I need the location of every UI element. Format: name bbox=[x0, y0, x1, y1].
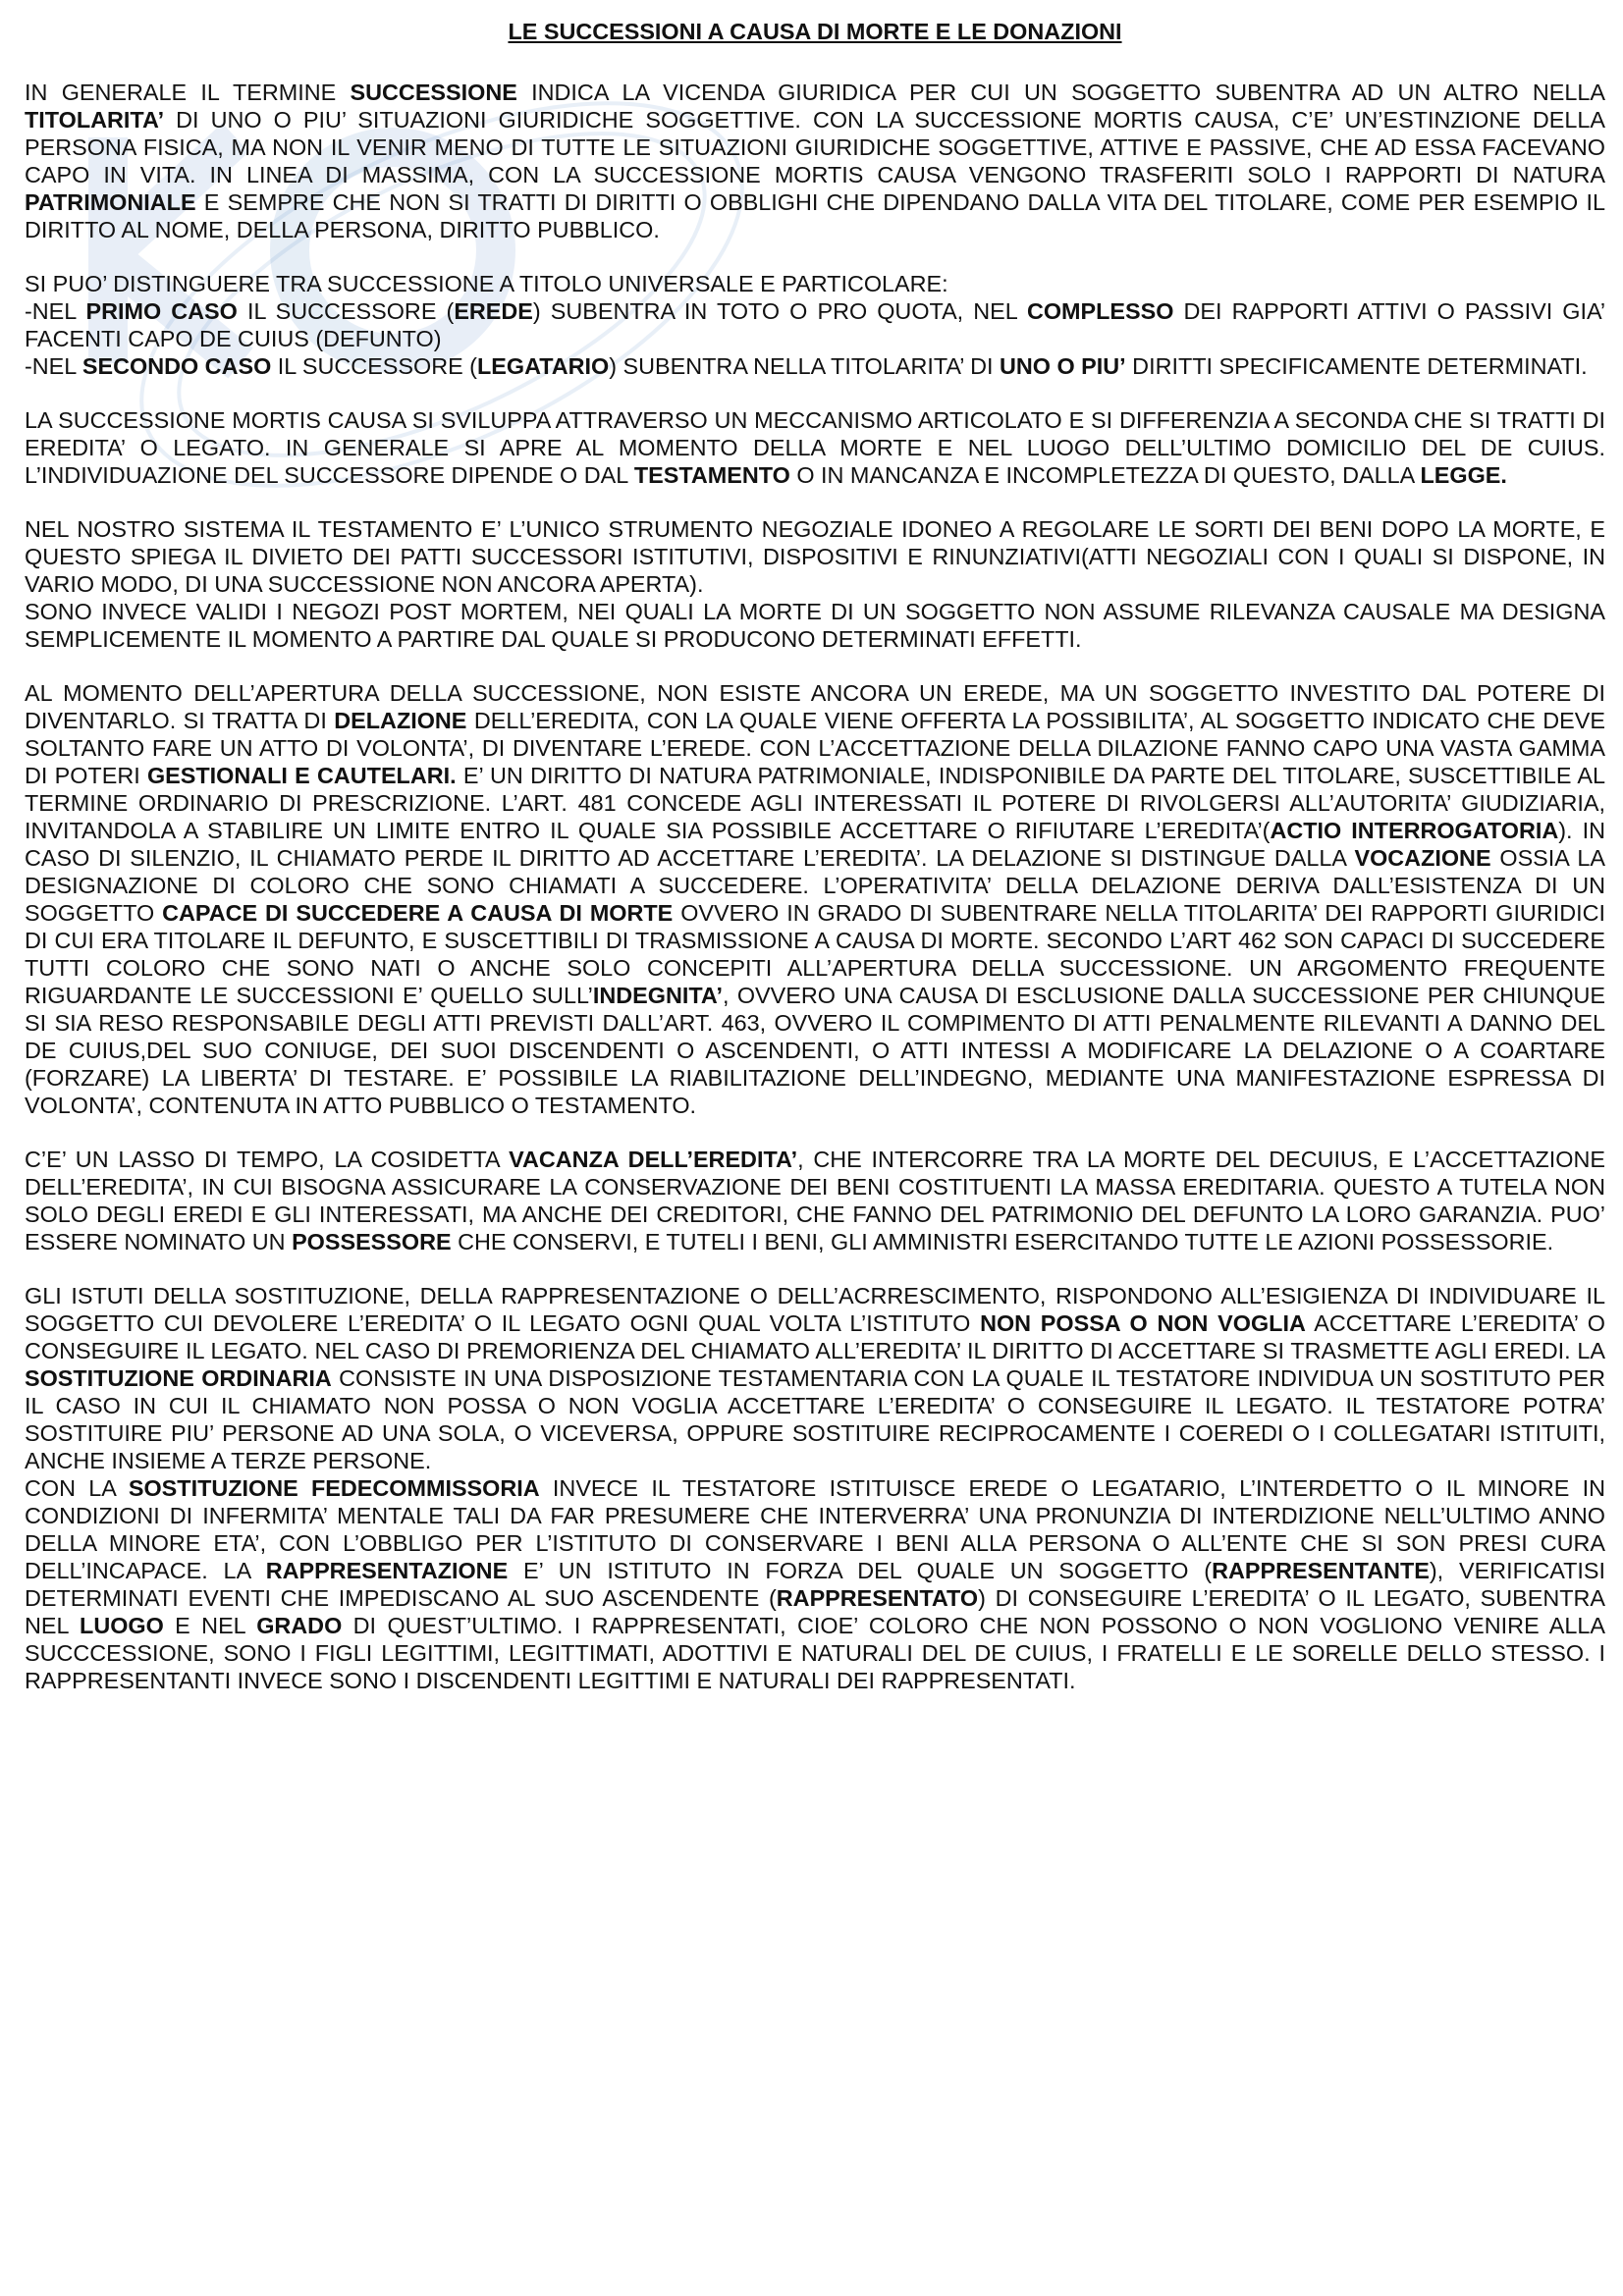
document-body bbox=[25, 18, 1605, 1721]
bold-term: RAPPRESENTANTE bbox=[1212, 1558, 1430, 1583]
paragraph-line bbox=[25, 1282, 1605, 1474]
paragraph-line bbox=[25, 1146, 1605, 1255]
paragraph-line bbox=[25, 515, 1605, 598]
paragraph bbox=[25, 1282, 1605, 1694]
text-run: DELL’EREDITA, CON LA QUALE VIENE OFFERTA LA POSSIBILITA’, AL SOGGETTO INDICATO CHE DEVE SOLTANTO FARE UN ATTO DI VOLONTA’, DI DIVENTARE L’EREDE. CON L’ACCETTAZIONE DELLA DILAZIONE FANNO CAPO UNA VASTA GAMMA DI POTERI bbox=[25, 708, 1605, 788]
text-run: , OVVERO UNA CAUSA DI ESCLUSIONE DALLA SUCCESSIONE PER CHIUNQUE SI SIA RESO RESPONSABILE DEGLI ATTI PREVISTI DALL’ART. 463, OVVERO IL COMPIMENTO DI ATTI PENALMENTE RILEVANTI A DANNO DEL DE CUIUS,DEL SUO CONIUGE, DEI SUOI DISCENDENTI O ASCENDENTI, O ATTI INTESSI A MODIFICARE LA DELAZIONE O A COARTARE (FORZARE) LA LIBERTA’ DI TESTARE. E’ POSSIBILE LA RIABILITAZIONE DELL’INDEGNO, MEDIANTE UNA MANIFESTAZIONE ESPRESSA DI VOLONTA’, CONTENUTA IN ATTO PUBBLICO O TESTAMENTO. bbox=[25, 983, 1606, 1118]
bold-term: INDEGNITA’ bbox=[592, 983, 724, 1008]
bold-term: COMPLESSO bbox=[1026, 298, 1174, 324]
text-run: DI QUEST’ULTIMO. I RAPPRESENTATI, CIOE’ COLORO CHE NON POSSONO O NON VOGLIONO VENIRE ALLA SUCCCESSIONE, SONO I FIGLI LEGITTIMI, LEGITTIMATI, ADOTTIVI E NATURALI DEL DE CUIUS, I FRATELLI E LE SORELLE DELLO STESSO. I RAPPRESENTANTI INVECE SONO I DISCENDENTI LEGITTIMI E NATURALI DEI RAPPRESENTATI. bbox=[25, 1613, 1605, 1693]
bold-term: LUOGO bbox=[80, 1613, 164, 1638]
text-run: OSSIA LA DESIGNAZIONE DI COLORO CHE SONO CHIAMATI A SUCCEDERE. L’OPERATIVITA’ DELLA DELAZIONE DERIVA DALL’ESISTENZA DI UN SOGGETTO bbox=[25, 845, 1605, 926]
paragraph-line bbox=[25, 297, 1605, 352]
text-run: ) DI CONSEGUIRE L’EREDITA’ O IL LEGATO, SUBENTRA NEL bbox=[25, 1585, 1605, 1638]
bold-term: ACTIO INTERROGATORIA bbox=[1270, 818, 1559, 843]
bold-term: RAPPRESENTAZIONE bbox=[265, 1558, 509, 1583]
text-run: SONO INVECE VALIDI I NEGOZI POST MORTEM, NEI QUALI LA MORTE DI UN SOGGETTO NON ASSUME RILEVANZA CAUSALE MA DESIGNA SEMPLICEMENTE IL MOMENTO A PARTIRE DAL QUALE SI PRODUCONO DETERMINATI EFFETTI. bbox=[25, 599, 1605, 652]
text-run: DI UNO O PIU’ SITUAZIONI GIURIDICHE SOGGETTIVE. CON LA SUCCESSIONE MORTIS CAUSA, C’E’ UN’ESTINZIONE DELLA PERSONA FISICA, MA NON IL VENIR MENO DI TUTTE LE SITUAZIONI GIURIDICHE SOGGETTIVE, ATTIVE E PASSIVE, CHE AD ESSA FACEVANO CAPO IN VITA. IN LINEA DI MASSIMA, CON LA SUCCESSIONE MORTIS CAUSA VENGONO TRASFERITI SOLO I RAPPORTI DI NATURA bbox=[25, 107, 1605, 187]
bold-term: VOCAZIONE bbox=[1354, 845, 1491, 871]
paragraph-line bbox=[25, 270, 1605, 297]
text-run: -NEL bbox=[25, 353, 82, 379]
paragraph-line bbox=[25, 352, 1605, 380]
paragraph-line bbox=[25, 598, 1605, 653]
paragraph bbox=[25, 79, 1605, 243]
text-run: CHE CONSERVI, E TUTELI I BENI, GLI AMMINISTRI ESERCITANDO TUTTE LE AZIONI POSSESSORIE. bbox=[451, 1229, 1554, 1255]
text-run: IN GENERALE IL TERMINE bbox=[25, 80, 351, 105]
bold-term: GRADO bbox=[256, 1613, 343, 1638]
paragraph bbox=[25, 1146, 1605, 1255]
text-run: -NEL bbox=[25, 298, 86, 324]
paragraph bbox=[25, 270, 1605, 380]
text-run: ). IN CASO DI SILENZIO, IL CHIAMATO PERDE IL DIRITTO AD ACCETTARE L’EREDITA’. LA DELAZIONE SI DISTINGUE DALLA bbox=[25, 818, 1605, 871]
text-run: DEI RAPPORTI ATTIVI O PASSIVI GIA’ FACENTI CAPO DE CUIUS (DEFUNTO) bbox=[25, 298, 1606, 351]
paragraph bbox=[25, 406, 1605, 489]
bold-term: SOSTITUZIONE FEDECOMMISSORIA bbox=[128, 1475, 540, 1501]
text-run: AL MOMENTO DELL’APERTURA DELLA SUCCESSIONE, NON ESISTE ANCORA UN EREDE, MA UN SOGGETTO INVESTITO DAL POTERE DI DIVENTARLO. SI TRATTA DI bbox=[25, 680, 1605, 733]
paragraph-line bbox=[25, 1474, 1605, 1694]
text-run: ), VERIFICATISI DETERMINATI EVENTI CHE IMPEDISCANO AL SUO ASCENDENTE ( bbox=[25, 1558, 1606, 1611]
text-run: ) SUBENTRA IN TOTO O PRO QUOTA, NEL bbox=[532, 298, 1027, 324]
text-run: ACCETTARE L’EREDITA’ O CONSEGUIRE IL LEGATO. NEL CASO DI PREMORIENZA DEL CHIAMATO ALL’EREDITA’ IL DIRITTO DI ACCETTARE SI TRASMETTE AGLI EREDI. LA bbox=[25, 1310, 1605, 1363]
text-run: O IN MANCANZA E INCOMPLETEZZA DI QUESTO, DALLA bbox=[789, 462, 1421, 488]
bold-term: SOSTITUZIONE ORDINARIA bbox=[25, 1365, 332, 1391]
text-run: CONSISTE IN UNA DISPOSIZIONE TESTAMENTARIA CON LA QUALE IL TESTATORE INDIVIDUA UN SOSTITUTO PER IL CASO IN CUI IL CHIAMATO NON POSSA O NON VOGLIA ACCETTARE L’EREDITA’ O CONSEGUIRE IL LEGATO. IL TESTATORE POTRA’ SOSTITUIRE PIU’ PERSONE AD UNA SOLA, O VICEVERSA, OPPURE SOSTITUIRE RECIPROCAMENTE I COEREDI O I COLLEGATARI ISTITUITI, ANCHE INSIEME A TERZE PERSONE. bbox=[25, 1365, 1605, 1473]
text-run: IL SUCCESSORE ( bbox=[271, 353, 477, 379]
text-run: E’ UN ISTITUTO IN FORZA DEL QUALE UN SOGGETTO ( bbox=[508, 1558, 1213, 1583]
bold-term: SECONDO CASO bbox=[81, 353, 272, 379]
text-run: , CHE INTERCORRE TRA LA MORTE DEL DECUIUS, E L’ACCETTAZIONE DELL’EREDITA’, IN CUI BISOGNA ASSICURARE LA CONSERVAZIONE DEI BENI COSTITUENTI LA MASSA EREDITARIA. QUESTO A TUTELA NON SOLO DEGLI EREDI E GLI INTERESSATI, MA ANCHE DEI CREDITORI, CHE FANNO DEL PATRIMONIO DEL DEFUNTO LA LORO GARANZIA. PUO’ ESSERE NOMINATO UN bbox=[25, 1147, 1605, 1255]
text-run: C’E’ UN LASSO DI TEMPO, LA COSIDETTA bbox=[25, 1147, 510, 1172]
bold-term: GESTIONALI E CAUTELARI. bbox=[146, 763, 457, 788]
bold-term: SUCCESSIONE bbox=[350, 80, 517, 105]
paragraph bbox=[25, 515, 1605, 653]
bold-term: LEGATARIO bbox=[476, 353, 610, 379]
bold-term: PATRIMONIALE bbox=[25, 189, 196, 215]
paragraph-line bbox=[25, 79, 1605, 243]
bold-term: PRIMO CASO bbox=[85, 298, 238, 324]
text-run: E’ UN DIRITTO DI NATURA PATRIMONIALE, INDISPONIBILE DA PARTE DEL TITOLARE, SUSCETTIBILE AL TERMINE ORDINARIO DI PRESCRIZIONE. L’ART. 481 CONCEDE AGLI INTERESSATI IL POTERE DI RIVOLGERSI ALL’AUTORITA’ GIUDIZIARIA, INVITANDOLA A STABILIRE UN LIMITE ENTRO IL QUALE SIA POSSIBILE ACCETTARE O RIFIUTARE L’EREDITA’( bbox=[25, 763, 1605, 843]
text-run: INDICA LA VICENDA GIURIDICA PER CUI UN SOGGETTO SUBENTRA AD UN ALTRO NELLA bbox=[516, 80, 1605, 105]
text-run: E SEMPRE CHE NON SI TRATTI DI DIRITTI O OBBLIGHI CHE DIPENDANO DALLA VITA DEL TITOLARE, COME PER ESEMPIO IL DIRITTO AL NOME, DELLA PERSONA, DIRITTO PUBBLICO. bbox=[25, 189, 1605, 242]
text-run: ) SUBENTRA NELLA TITOLARITA’ DI bbox=[609, 353, 1001, 379]
bold-term: TESTAMENTO bbox=[633, 462, 790, 488]
text-run: CON LA bbox=[25, 1475, 129, 1501]
bold-term: CAPACE DI SUCCEDERE A CAUSA DI MORTE bbox=[162, 900, 674, 926]
bold-term: POSSESSORE bbox=[292, 1229, 452, 1255]
bold-term: RAPPRESENTATO bbox=[776, 1585, 979, 1611]
text-run: GLI ISTUTI DELLA SOSTITUZIONE, DELLA RAPPRESENTAZIONE O DELL’ACRRESCIMENTO, RISPONDONO ALL’ESIGIENZA DI INDIVIDUARE IL SOGGETTO CUI DEVOLERE L’EREDITA’ O IL LEGATO OGNI QUAL VOLTA L’ISTITUTO bbox=[25, 1283, 1605, 1336]
bold-term: TITOLARITA’ bbox=[25, 107, 165, 133]
bold-term: DELAZIONE bbox=[334, 708, 467, 733]
text-run: LA SUCCESSIONE MORTIS CAUSA SI SVILUPPA ATTRAVERSO UN MECCANISMO ARTICOLATO E SI DIFFERENZIA A SECONDA CHE SI TRATTI DI EREDITA’ O LEGATO. IN GENERALE SI APRE AL MOMENTO DELLA MORTE E NEL LUOGO DELL’ULTIMO DOMICILIO DEL DE CUIUS. L’INDIVIDUAZIONE DEL SUCCESSORE DIPENDE O DAL bbox=[25, 407, 1605, 488]
bold-term: EREDE bbox=[454, 298, 533, 324]
paragraph-container bbox=[25, 79, 1605, 1694]
text-run: INVECE IL TESTATORE ISTITUISCE EREDE O LEGATARIO, L’INTERDETTO O IL MINORE IN CONDIZIONI DI INFERMITA’ MENTALE TALI DA FAR PRESUMERE CHE INTERVERRA’ UNA PRONUNZIA DI INTERDIZIONE NELL’ULTIMO ANNO DELLA MINORE ETA’, CON L’OBBLIGO PER L’ISTITUTO DI CONSERVARE I BENI ALLA PERSONA O ALL’ENTE CHE SI SON PRESI CURA DELL’INCAPACE. LA bbox=[25, 1475, 1605, 1583]
text-run: NEL NOSTRO SISTEMA IL TESTAMENTO E’ L’UNICO STRUMENTO NEGOZIALE IDONEO A REGOLARE LE SORTI DEI BENI DOPO LA MORTE, E QUESTO SPIEGA IL DIVIETO DEI PATTI SUCCESSORI ISTITUTIVI, DISPOSITIVI E RINUNZIATIVI(ATTI NEGOZIALI CON I QUALI SI DISPONE, IN VARIO MODO, DI UNA SUCCESSIONE NON ANCORA APERTA). bbox=[25, 516, 1605, 597]
text-run: DIRITTI SPECIFICAMENTE DETERMINATI. bbox=[1125, 353, 1588, 379]
bold-term: VACANZA DELL’EREDITA’ bbox=[509, 1147, 798, 1172]
text-run: IL SUCCESSORE ( bbox=[237, 298, 455, 324]
document-title: LE SUCCESSIONI A CAUSA DI MORTE E LE DONAZIONI bbox=[508, 19, 1122, 44]
paragraph-line bbox=[25, 679, 1605, 1119]
text-run: OVVERO IN GRADO DI SUBENTRARE NELLA TITOLARITA’ DEI RAPPORTI GIURIDICI DI CUI ERA TITOLARE IL DEFUNTO, E SUSCETTIBILI DI TRASMISSIONE A CAUSA DI MORTE. SECONDO L’ART 462 SON CAPACI DI SUCCEDERE TUTTI COLORO CHE SONO NATI O ANCHE SOLO CONCEPITI ALL’APERTURA DELLA SUCCESSIONE. UN ARGOMENTO FREQUENTE RIGUARDANTE LE SUCCESSIONI E’ QUELLO SULL’ bbox=[25, 900, 1606, 1008]
bold-term: NON POSSA O NON VOGLIA bbox=[980, 1310, 1306, 1336]
paragraph-line bbox=[25, 406, 1605, 489]
text-run: E NEL bbox=[163, 1613, 257, 1638]
bold-term: LEGGE. bbox=[1420, 462, 1507, 488]
paragraph bbox=[25, 679, 1605, 1119]
bold-term: UNO O PIU’ bbox=[1000, 353, 1126, 379]
text-run: SI PUO’ DISTINGUERE TRA SUCCESSIONE A TITOLO UNIVERSALE E PARTICOLARE: bbox=[25, 271, 948, 296]
